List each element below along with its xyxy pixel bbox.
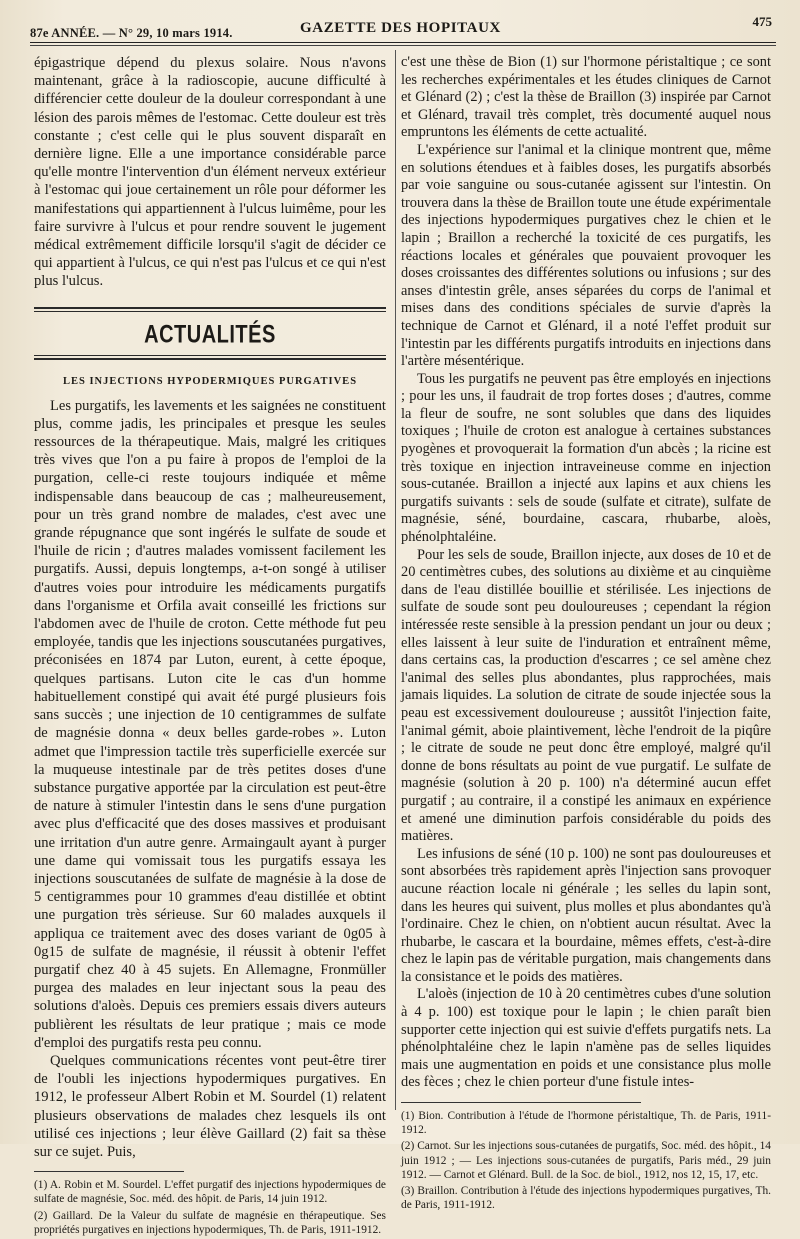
article-paragraph: L'aloès (injection de 10 à 20 centimètres cubes d'une solution à 4 p. 100) est toxique pour le lapin ; le chien paraît bien supporter cette injection qui est suivie d'effets purgatifs nets. La phénolphtaléine chez le lapin n'amène pas de selles liquides mais une augmentation en poids et une consistance plus molle des fèces ; chez le chien porteur d'une fistule intes- (401, 986, 771, 1091)
footnote: (2) Carnot. Sur les injections sous-cutanées de purgatifs, Soc. méd. des hôpit., 14 juin 1912 ; — Les injections sous-cutanées de purgatifs, Paris méd., 29 juin 1912. — Carnot et Glénard. Bull. de la Soc. de biol., 1912, nos 12, 15, 17, etc. (401, 1140, 771, 1181)
footnote-rule (401, 1102, 641, 1103)
column-divider (395, 50, 396, 1110)
page-number: 475 (752, 14, 772, 29)
issue-info: 87e ANNÉE. — N° 29, 10 mars 1914. (30, 26, 233, 40)
header-rule-thin (30, 45, 776, 46)
header-rule (30, 42, 776, 43)
page-header (30, 14, 778, 40)
article-paragraph: Tous les purgatifs ne peuvent pas être employés en injections ; pour les uns, il faudrait de trop fortes doses ; d'autres, comme la fleur de soufre, ne sont solubles que dans des liquides toxiques ; l'huile de croton est analogue à certaines substances pyogènes et provoquerait la formation d'un abcès ; la ricine est très toxique en injection intraveineuse comme en injection sous-cutanée. Braillon a injecté aux lapins et aux chiens les purgatifs suivants : sels de soude (sulfate et citrate), sulfate de magnésie, séné, bourdaine, cascara, rhubarbe, aloès, phénolphtaléine. (401, 370, 771, 546)
footnote-rule (34, 1171, 184, 1172)
article-paragraph: Les purgatifs, les lavements et les saignées ne constituent plus, comme jadis, les principales et presque les seules ressources de la thérapeutique. Mais, malgré les critiques très vives que l'on a pu faire à propos de l'emploi de la purgation, celle-ci reste toujours indiquée et même indispensable dans beaucoup de cas ; malheureusement, pour un très grand nombre de malades, c'est avec une grande répugnance que sont ingérés le sulfate de soude et l'huile de ricin ; d'autres malades vomissent facilement les purgatifs. Aussi, depuis longtemps, a-t-on songé à utiliser d'autres voies pour introduire les médicaments purgatifs dans l'organisme et Orfila avait conseillé les frictions sur l'abdomen avec de l'huile de croton. Cette méthode fut peu employée, tandis que les injections souscutanées purgatives, préconisées en 1874 par Luton, eurent, à cette époque, quelques partisans. Luton cite le cas d'un homme habituellement constipé qui avait été purgé plusieurs fois sans succès ; une injection de 10 centigrammes de sulfate de magnésie donna « deux belles garde-robes ». Luton admet que l'impression tactile très superficielle exercée sur la muqueuse intestinale par de très petites doses d'une substance purgative apportée par la circulation est peut-être de nature à stimuler l'intestin dans le sens d'une purgation avec plus d'efficacité que des doses massives et produisant une irritation d'un autre genre. Armaingault ayant à purger une dame qui vomissait tous les purgatifs essaya les injections souscutanées de sulfate de magnésie à la dose de 5 centigrammes pour 10 grammes d'eau distillée et obtint une purgation très sérieuse. Sur 60 malades auxquels il appliqua ce traitement avec des doses variant de 0g05 à 0g15 de sulfate de magnésie, il réussit à obtenir l'effet purgatif chez 40 à 45 sujets. En Allemagne, Fronmüller purgea des malades en leur injectant sous la peau des solutions d'aloès. Depuis ces premiers essais divers auteurs publièrent les résultats de leur pratique ; mais ce mode d'emploi des purgatifs resta peu connu. (34, 397, 386, 1051)
intro-paragraph: épigastrique dépend du plexus solaire. Nous n'avons maintenant, grâce à la radioscopie, aucune difficulté à différencier cette douleur de la douleur correspondant à une lésion des parois mêmes de l'estomac. Cette douleur est très constante ; c'est celle qui le plus souvent disparaît en dernière ligne. Elle a une importance considérable parce qu'elle montre l'intervention d'un élément nerveux extérieur à l'estomac qui joue certainement un rôle pour déformer les manifestations qui appartiennent à l'ulcus luimême, pour les faire survivre à l'ulcus et pour rendre souvent le jugement médical extrêmement difficile lorsqu'il s'agit de décider ce qui appartient à l'ulcus, ce qui n'est pas l'ulcus et ce qui n'est plus l'ulcus. (34, 55, 386, 290)
left-column (34, 54, 386, 1239)
section-rule-bottom (34, 358, 386, 360)
article-paragraph: c'est une thèse de Bion (1) sur l'hormone péristaltique ; ce sont les recherches expérimentales et les études cliniques de Carnot et Glénard (2) ; c'est la thèse de Braillon (3) inspirée par Carnot et Glénard, travail très complet, très documenté auquel nous empruntons les éléments de cette actualité. (401, 54, 771, 141)
footnote: (1) Bion. Contribution à l'étude de l'hormone péristaltique, Th. de Paris, 1911-1912. (401, 1110, 771, 1137)
footnote: (3) Braillon. Contribution à l'étude des injections hypodermiques purgatives, Th. de Paris, 1911-1912. (401, 1185, 771, 1212)
article-paragraph: Les infusions de séné (10 p. 100) ne sont pas douloureuses et sont absorbées très rapidement après l'injection sans provoquer aucune réaction locale ni générale ; les selles du lapin sont, dans les heures qui suivent, plus molles et plus abondantes qu'à l'ordinaire. Chez le chien, on n'obtient aucun résultat. Avec la rhubarbe, le cascara et la bourdaine, mêmes effets, c'est-à-dire chez le lapin pas de véritable purgation, mais changements dans la consistance et le poids des matières. (401, 845, 771, 985)
footnotes (401, 1109, 771, 1212)
article-paragraph: Pour les sels de soude, Braillon injecte, aux doses de 10 et de 20 centimètres cubes, des solutions au dixième et au cinquième dans de l'eau distillée bouillie et stérilisée. Les injections de sulfate de soude sont peu douloureuses ; cependant la région intéressée reste sensible à la pression pendant un jour ou deux ; elles laissent à leur suite de l'induration et entraînent même, dans certains cas, la production d'escarres ; ce sel amène chez l'animal des selles plus abondantes, plus rapprochées, mais jamais liquides. La solution de citrate de soude injectée sous la peau est excessivement douloureuse ; aussitôt l'injection faite, l'animal gémit, aboie plaintivement, lèche l'endroit de la piqûre ; le citrate de soude ne peut donc être employé, malgré qu'il donne de bons résultats au point de vue purgatif. Le sulfate de magnésie (solution à 20 p. 100) n'a déterminé aucun effet purgatif ; au contraire, il a constipé les animaux en expérience et amené une diminution parfois considérable du poids des matières. (401, 546, 771, 845)
section-title: ACTUALITÉS (144, 320, 276, 349)
article-title: LES INJECTIONS HYPODERMIQUES PURGATIVES (62, 375, 358, 387)
article-paragraph: Quelques communications récentes vont peut-être tirer de l'oubli les injections hypodermiques purgatives. En 1912, le professeur Albert Robin et M. Sourdel (1) relatent plusieurs observations de malades chez lesquels ils ont utilisé ces injections ; leur élève Gaillard (2) fait sa thèse sur ce sujet. Puis, (34, 1052, 386, 1160)
article-paragraph: L'expérience sur l'animal et la clinique montrent que, même en solutions étendues et à faibles doses, les purgatifs absorbés par voie sanguine ou sous-cutanée agissent sur l'intestin. On trouvera dans la thèse de Braillon toute une étude expérimentale des injections hypodermiques purgatives chez le chien et le lapin ; Braillon a recherché la toxicité de ces purgatifs, les réactions locales et générales que pouvaient provoquer les doses croissantes des différentes solutions ou infusions ; sur des anses d'intestin grêle, anses séparées du corps de l'animal et mises dans des conditions spéciales de survie d'après la technique de Carnot et Glénard, il a noté l'effet produit sur l'intestin par les différents purgatifs introduits en injections dans l'artère mésentérique. (401, 141, 771, 370)
right-column (401, 54, 771, 1214)
footnote: (1) A. Robin et M. Sourdel. L'effet purgatif des injections hypodermiques de sulfate de magnésie, Soc. méd. des hôpit. de Paris, 14 juin 1912. (34, 1179, 386, 1206)
journal-title: GAZETTE DES HOPITAUX (300, 20, 501, 36)
section-rule-top-thin (34, 311, 386, 312)
footnote: (2) Gaillard. De la Valeur du sulfate de magnésie en thérapeutique. Ses propriétés purgatives en injections hypodermiques, Th. de Paris, 1911-1912. (34, 1209, 386, 1236)
footnotes (34, 1178, 386, 1237)
